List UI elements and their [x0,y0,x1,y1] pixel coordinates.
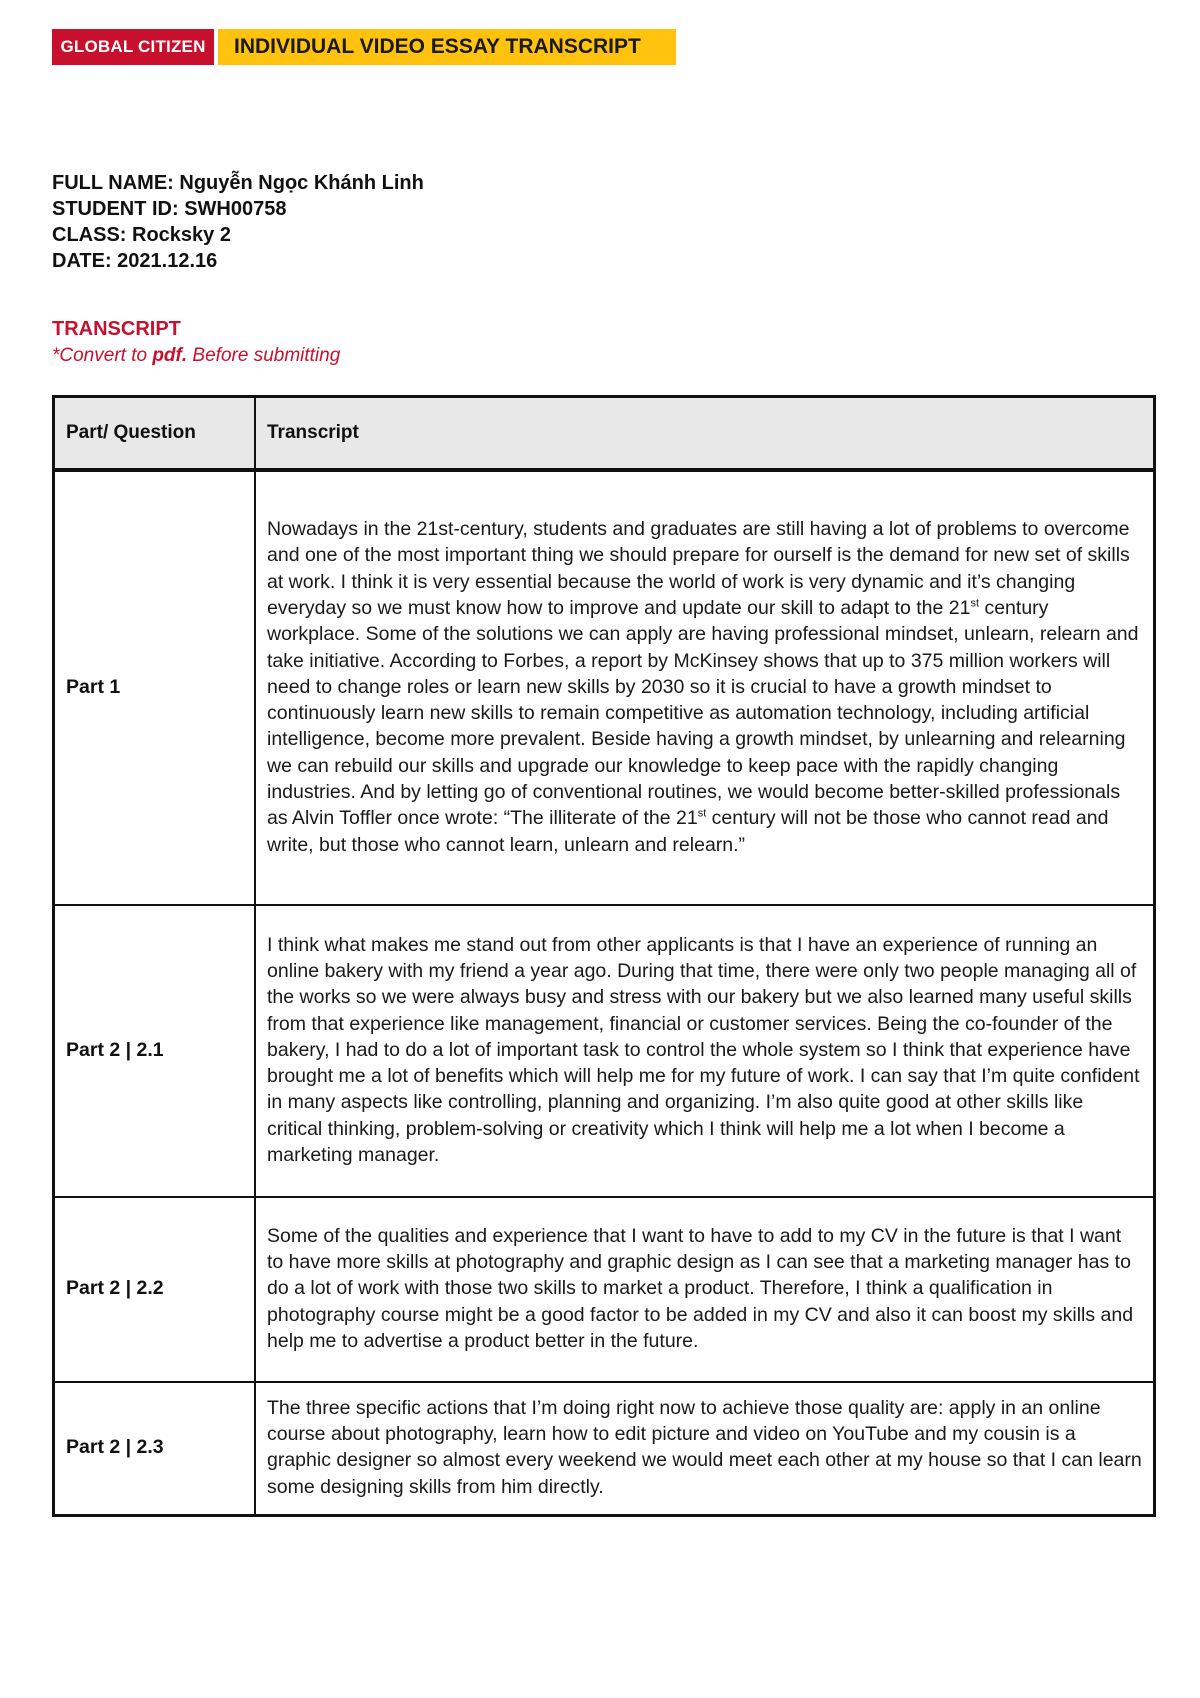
part-label: Part 2 | 2.2 [54,1197,256,1382]
transcript-text [255,470,1155,905]
student-id: STUDENT ID: SWH00758 [52,198,287,220]
transcript-segment: Nowadays in the 21st-century, students and graduates are still having a lot of problems to overcome and one of the most important thing we should prepare for ourself is the demand for new set of skills at work. I think it is very essential because the world of work is very dynamic and it’s changing everyday so we must know how to improve and update our skill to adapt to the 21 [267,518,1130,619]
transcript-segment: century workplace. Some of the solutions we can apply are having professional mindset, unlearn, relearn and take initiative. According to Forbes, a report by McKinsey shows that up to 375 million workers will need to change roles or learn new skills by 2030 so it is crucial to have a growth mindset to continuously learn new skills to remain competitive as automation technology, including artificial intelligence, become more prevalent. Beside having a growth mindset, by unlearning and relearning we can rebuild our skills and upgrade our knowledge to keep pace with the rapidly changing industries. And by letting go of conventional routines, we would become better-skilled professionals as Alvin Toffler once wrote: “The illiterate of the 21 [267,596,1139,830]
document-title: INDIVIDUAL VIDEO ESSAY TRANSCRIPT [218,29,676,65]
note-emphasis: pdf. [152,345,188,366]
submission-note [52,345,340,367]
table-header-row [54,397,1155,471]
note-prefix: *Convert to [52,345,153,366]
transcript-text: I think what makes me stand out from other applicants is that I have an experience of running an online bakery with my friend a year ago. During that time, there were only two people managing all of the works so we were always busy and stress with our bakery but we also learned many useful skills from that experience like management, financial or customer services. Being the co-founder of the bakery, I had to do a lot of important task to control the whole system so I think that experience have brought me a lot of benefits which will help me for my future of work. I can say that I’m quite confident in many aspects like controlling, planning and organizing. I’m also quite good at other skills like critical thinking, problem-solving or creativity which I think will help me a lot when I become a marketing manager. [255,905,1155,1197]
note-suffix: Before submitting [187,345,341,366]
superscript: st [970,597,980,610]
superscript: st [697,807,707,820]
table-row [54,1382,1155,1515]
class: CLASS: Rocksky 2 [52,224,231,246]
table-row [54,1197,1155,1382]
brand-badge: GLOBAL CITIZEN [52,29,214,65]
transcript-heading: TRANSCRIPT [52,318,181,340]
transcript-table [52,395,1156,1517]
column-header-part: Part/ Question [54,397,256,471]
student-info [52,170,424,274]
table-row [54,470,1155,905]
part-label: Part 1 [54,470,256,905]
part-label: Part 2 | 2.3 [54,1382,256,1515]
date: DATE: 2021.12.16 [52,250,218,272]
transcript-text: The three specific actions that I’m doing right now to achieve those quality are: apply in an online course about photography, learn how to edit picture and video on YouTube and my cousin is a graphic designer so almost every weekend we would meet each other at my house so that I can learn some designing skills from him directly. [255,1382,1155,1515]
part-label: Part 2 | 2.1 [54,905,256,1197]
transcript-text: Some of the qualities and experience that I want to have to add to my CV in the future is that I want to have more skills at photography and graphic design as I can see that a marketing manager has to do a lot of work with those two skills to market a product. Therefore, I think a qualification in photography course might be a good factor to be added in my CV and also it can boost my skills and help me to advertise a product better in the future. [255,1197,1155,1382]
transcript-segment: century will not be those who cannot read and write, but those who cannot learn, unlearn and relearn.” [267,807,1109,856]
full-name: FULL NAME: Nguyễn Ngọc Khánh Linh [52,172,424,194]
header-bar [52,29,676,65]
column-header-transcript: Transcript [255,397,1155,471]
table-row [54,905,1155,1197]
